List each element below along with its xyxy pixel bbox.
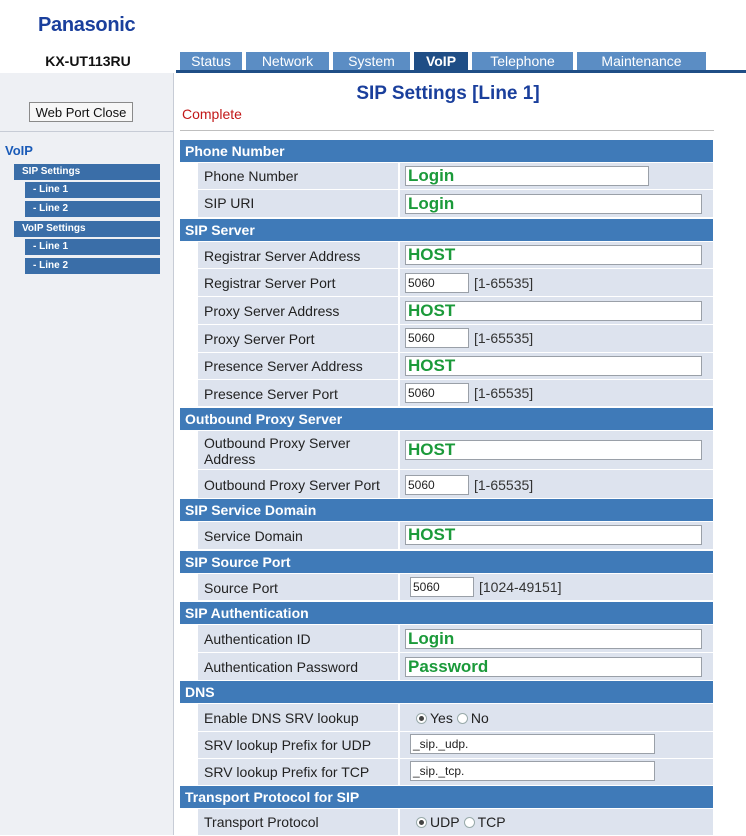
- sidebar-item-voip-settings[interactable]: VoIP Settings: [14, 221, 160, 237]
- proxy-port-range: [1-65535]: [474, 330, 534, 346]
- registrar-port-label: Registrar Server Port: [204, 275, 336, 291]
- row-outbound-port: [198, 470, 713, 499]
- tab-underline: [176, 70, 746, 73]
- tab-voip[interactable]: VoIP: [414, 52, 468, 70]
- row-divider: [398, 269, 400, 296]
- source-port-label: Source Port: [204, 580, 278, 596]
- section-transport: Transport Protocol for SIP: [180, 786, 713, 808]
- source-port-range: [1024-49151]: [479, 579, 562, 595]
- row-divider: [398, 470, 400, 498]
- transport-udp-radio[interactable]: [416, 817, 427, 828]
- row-divider: [398, 759, 400, 785]
- service-domain-input[interactable]: HOST: [405, 525, 702, 545]
- proxy-address-input[interactable]: HOST: [405, 301, 702, 321]
- auth-password-input[interactable]: Password: [405, 657, 702, 677]
- dns-srv-no-radio[interactable]: [457, 713, 468, 724]
- presence-port-range: [1-65535]: [474, 385, 534, 401]
- section-phone-number: Phone Number: [180, 140, 713, 162]
- registrar-port-input[interactable]: 5060: [405, 273, 469, 293]
- row-presence-port: [198, 380, 713, 407]
- sidebar-item-voip-line1[interactable]: - Line 1: [25, 239, 160, 255]
- tab-network[interactable]: Network: [246, 52, 329, 70]
- row-outbound-address: [198, 431, 713, 470]
- outbound-address-label-line1: Outbound Proxy Server: [204, 435, 351, 451]
- presence-address-label: Presence Server Address: [204, 358, 363, 374]
- row-source-port: [198, 574, 713, 601]
- tab-system[interactable]: System: [333, 52, 410, 70]
- main-tabs: [180, 52, 710, 70]
- row-divider: [398, 353, 400, 379]
- section-source-port: SIP Source Port: [180, 551, 713, 573]
- tab-telephone[interactable]: Telephone: [472, 52, 573, 70]
- row-sip-uri: [198, 190, 713, 218]
- row-auth-id: [198, 625, 713, 653]
- page-title: SIP Settings [Line 1]: [356, 83, 540, 104]
- row-divider: [398, 704, 400, 731]
- registrar-port-range: [1-65535]: [474, 275, 534, 291]
- row-proxy-address: [198, 297, 713, 325]
- outbound-address-label-line2: Address: [204, 451, 256, 467]
- service-domain-label: Service Domain: [204, 528, 303, 544]
- transport-radio-group: [416, 814, 510, 830]
- udp-prefix-label: SRV lookup Prefix for UDP: [204, 737, 372, 753]
- outbound-port-range: [1-65535]: [474, 477, 534, 493]
- row-tcp-prefix: [198, 759, 713, 786]
- row-registrar-port: [198, 269, 713, 297]
- row-divider: [398, 522, 400, 549]
- row-phone-number: [198, 163, 713, 190]
- web-port-close-button[interactable]: Web Port Close: [29, 102, 133, 122]
- title-divider: [180, 130, 714, 131]
- model-name: KX-UT113RU: [45, 53, 131, 69]
- row-transport-protocol: [198, 809, 713, 836]
- row-registrar-address: [198, 242, 713, 269]
- section-dns: DNS: [180, 681, 713, 703]
- sip-uri-input[interactable]: Login: [405, 194, 702, 214]
- presence-port-label: Presence Server Port: [204, 386, 338, 402]
- tab-maintenance[interactable]: Maintenance: [577, 52, 706, 70]
- row-dns-srv: [198, 704, 713, 732]
- dns-srv-radio-group: [416, 710, 493, 726]
- dns-srv-yes-radio[interactable]: [416, 713, 427, 724]
- row-divider: [398, 809, 400, 835]
- source-port-input[interactable]: 5060: [410, 577, 474, 597]
- dns-srv-yes-label: Yes: [430, 710, 453, 726]
- row-divider: [398, 574, 400, 600]
- row-divider: [398, 431, 400, 469]
- status-message: Complete: [182, 106, 242, 122]
- outbound-address-label: [204, 435, 350, 467]
- dns-srv-label: Enable DNS SRV lookup: [204, 710, 359, 726]
- auth-id-input[interactable]: Login: [405, 629, 702, 649]
- registrar-address-label: Registrar Server Address: [204, 248, 361, 264]
- sidebar-item-sip-line2[interactable]: - Line 2: [25, 201, 160, 217]
- row-divider: [398, 653, 400, 680]
- row-divider: [398, 732, 400, 758]
- outbound-port-label: Outbound Proxy Server Port: [204, 477, 380, 493]
- udp-prefix-input[interactable]: _sip._udp.: [410, 734, 655, 754]
- row-divider: [398, 380, 400, 406]
- proxy-port-input[interactable]: 5060: [405, 328, 469, 348]
- transport-protocol-label: Transport Protocol: [204, 814, 319, 830]
- row-divider: [398, 190, 400, 217]
- row-auth-password: [198, 653, 713, 681]
- registrar-address-input[interactable]: HOST: [405, 245, 702, 265]
- proxy-port-label: Proxy Server Port: [204, 331, 315, 347]
- phone-number-input[interactable]: Login: [405, 166, 649, 186]
- sidebar-item-voip-line2[interactable]: - Line 2: [25, 258, 160, 274]
- transport-udp-label: UDP: [430, 814, 460, 830]
- dns-srv-no-label: No: [470, 710, 489, 726]
- tcp-prefix-label: SRV lookup Prefix for TCP: [204, 764, 370, 780]
- row-udp-prefix: [198, 732, 713, 759]
- section-authentication: SIP Authentication: [180, 602, 713, 624]
- sidebar-section-voip[interactable]: VoIP: [5, 143, 33, 158]
- outbound-port-input[interactable]: 5060: [405, 475, 469, 495]
- sip-uri-label: SIP URI: [204, 195, 255, 211]
- phone-number-label: Phone Number: [204, 168, 299, 184]
- auth-password-label: Authentication Password: [204, 659, 359, 675]
- row-divider: [398, 297, 400, 324]
- section-sip-server: SIP Server: [180, 219, 713, 241]
- proxy-address-label: Proxy Server Address: [204, 303, 340, 319]
- row-presence-address: [198, 353, 713, 380]
- section-outbound-proxy: Outbound Proxy Server: [180, 408, 713, 430]
- row-divider: [398, 242, 400, 268]
- panasonic-logo: Panasonic: [38, 14, 136, 36]
- row-proxy-port: [198, 325, 713, 353]
- sidebar-divider: [0, 131, 173, 132]
- transport-tcp-label: TCP: [477, 814, 506, 830]
- section-service-domain: SIP Service Domain: [180, 499, 713, 521]
- tcp-prefix-input[interactable]: _sip._tcp.: [410, 761, 655, 781]
- row-divider: [398, 325, 400, 352]
- row-divider: [398, 625, 400, 652]
- tab-status[interactable]: Status: [180, 52, 242, 70]
- auth-id-label: Authentication ID: [204, 631, 311, 647]
- transport-tcp-radio[interactable]: [464, 817, 475, 828]
- outbound-address-input[interactable]: HOST: [405, 440, 702, 460]
- presence-address-input[interactable]: HOST: [405, 356, 702, 376]
- row-service-domain: [198, 522, 713, 550]
- sidebar-item-sip-settings[interactable]: SIP Settings: [14, 164, 160, 180]
- sidebar-item-sip-line1[interactable]: - Line 1: [25, 182, 160, 198]
- presence-port-input[interactable]: 5060: [405, 383, 469, 403]
- row-divider: [398, 163, 400, 189]
